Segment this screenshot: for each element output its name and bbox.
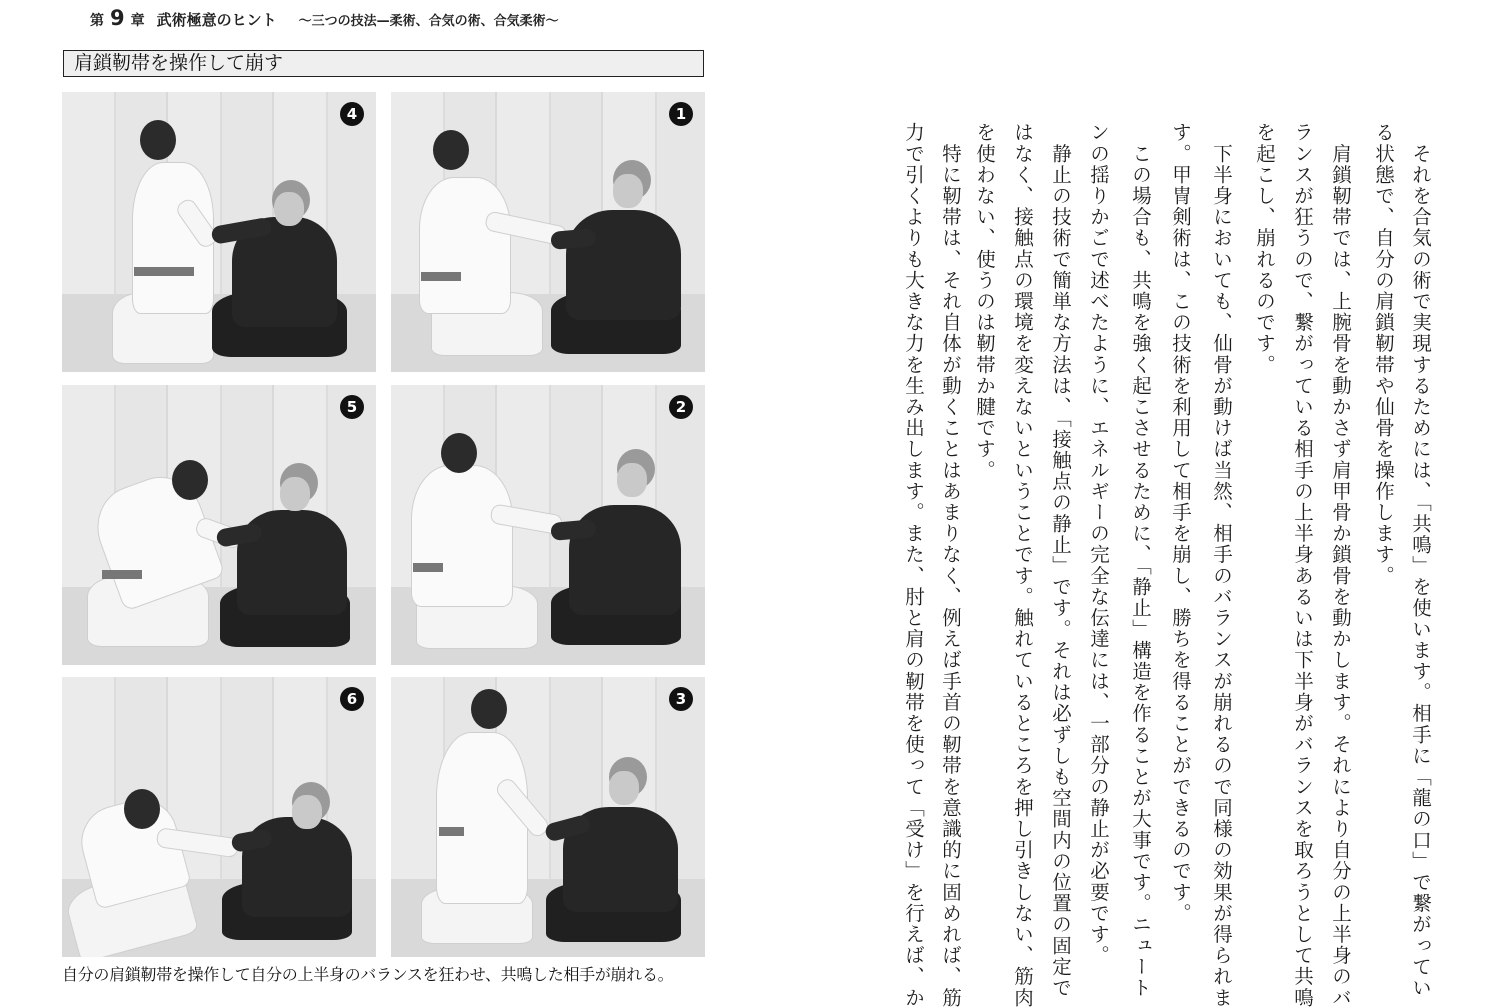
photo-step-4	[62, 92, 376, 372]
photo-step-3	[391, 677, 705, 957]
body-column-5: を起こし、崩れるのです。	[1253, 122, 1276, 376]
body-column-4: ランスが狂うので、繋がっている相手の上半身あるいは下半身がバランスを取ろうとして共鳴	[1291, 122, 1314, 1008]
photo-caption: 自分の肩鎖靭帯を操作して自分の上半身のバランスを狂わせ、共鳴した相手が崩れる。	[62, 965, 674, 984]
chapter-suffix: 章	[130, 13, 145, 29]
body-column-1: それを合気の術で実現するためには、「共鳴」を使います。相手に「龍の口」で繋がってい	[1409, 122, 1432, 999]
body-column-8: この場合も、共鳴を強く起こさせるために、「静止」構造を作ることが大事です。ニュート	[1129, 122, 1152, 999]
body-column-10: 静止の技術で簡単な方法は、「接触点の静止」です。それは必ずしも空間内の位置の固定で	[1049, 122, 1072, 999]
section-title: 肩鎖靭帯を操作して崩す	[63, 50, 704, 77]
photo-step-5	[62, 385, 376, 665]
body-column-6: 下半身においても、仙骨が動けば当然、相手のバランスが崩れるので同様の効果が得られま	[1210, 122, 1233, 1008]
body-column-2: る状態で、自分の肩鎖靭帯や仙骨を操作します。	[1372, 122, 1395, 587]
chapter-prefix: 第	[90, 13, 104, 29]
chapter-header	[90, 6, 559, 34]
step-badge-3: 3	[669, 687, 693, 711]
body-column-11: はなく、接触点の環境を変えないということです。触れているところを押し引きしない、筋肉	[1011, 122, 1034, 1008]
body-column-7: す。甲冑剣術は、この技術を利用して相手を崩し、勝ちを得ることができるのです。	[1169, 122, 1192, 924]
chapter-number: 9	[110, 6, 125, 30]
step-badge-1: 1	[669, 102, 693, 126]
step-badge-2: 2	[669, 395, 693, 419]
step-badge-6: 6	[340, 687, 364, 711]
body-column-12: を使わない、使うのは靭帯か腱です。	[973, 122, 996, 481]
body-column-3: 肩鎖靭帯では、上腕骨を動かさず肩甲骨か鎖骨を動かします。それにより自分の上半身のバ	[1329, 122, 1352, 1008]
step-badge-5: 5	[340, 395, 364, 419]
photo-step-1	[391, 92, 705, 372]
body-column-13: 特に靭帯は、それ自体が動くことはあまりなく、例えば手首の靭帯を意識的に固めれば、筋	[939, 122, 962, 1008]
photo-step-2	[391, 385, 705, 665]
photo-step-6	[62, 677, 376, 957]
body-column-14: 力で引くよりも大きな力を生み出します。また、肘と肩の靭帯を使って「受け」を行えば、か	[902, 122, 925, 1008]
chapter-subtitle: 〜三つの技法—柔術、合気の術、合気柔術〜	[298, 14, 559, 29]
step-badge-4: 4	[340, 102, 364, 126]
body-column-9: ンの揺りかごで述べたように、エネルギーの完全な伝達には、一部分の静止が必要です。	[1087, 122, 1110, 966]
chapter-title: 武術極意のヒント	[156, 11, 277, 29]
